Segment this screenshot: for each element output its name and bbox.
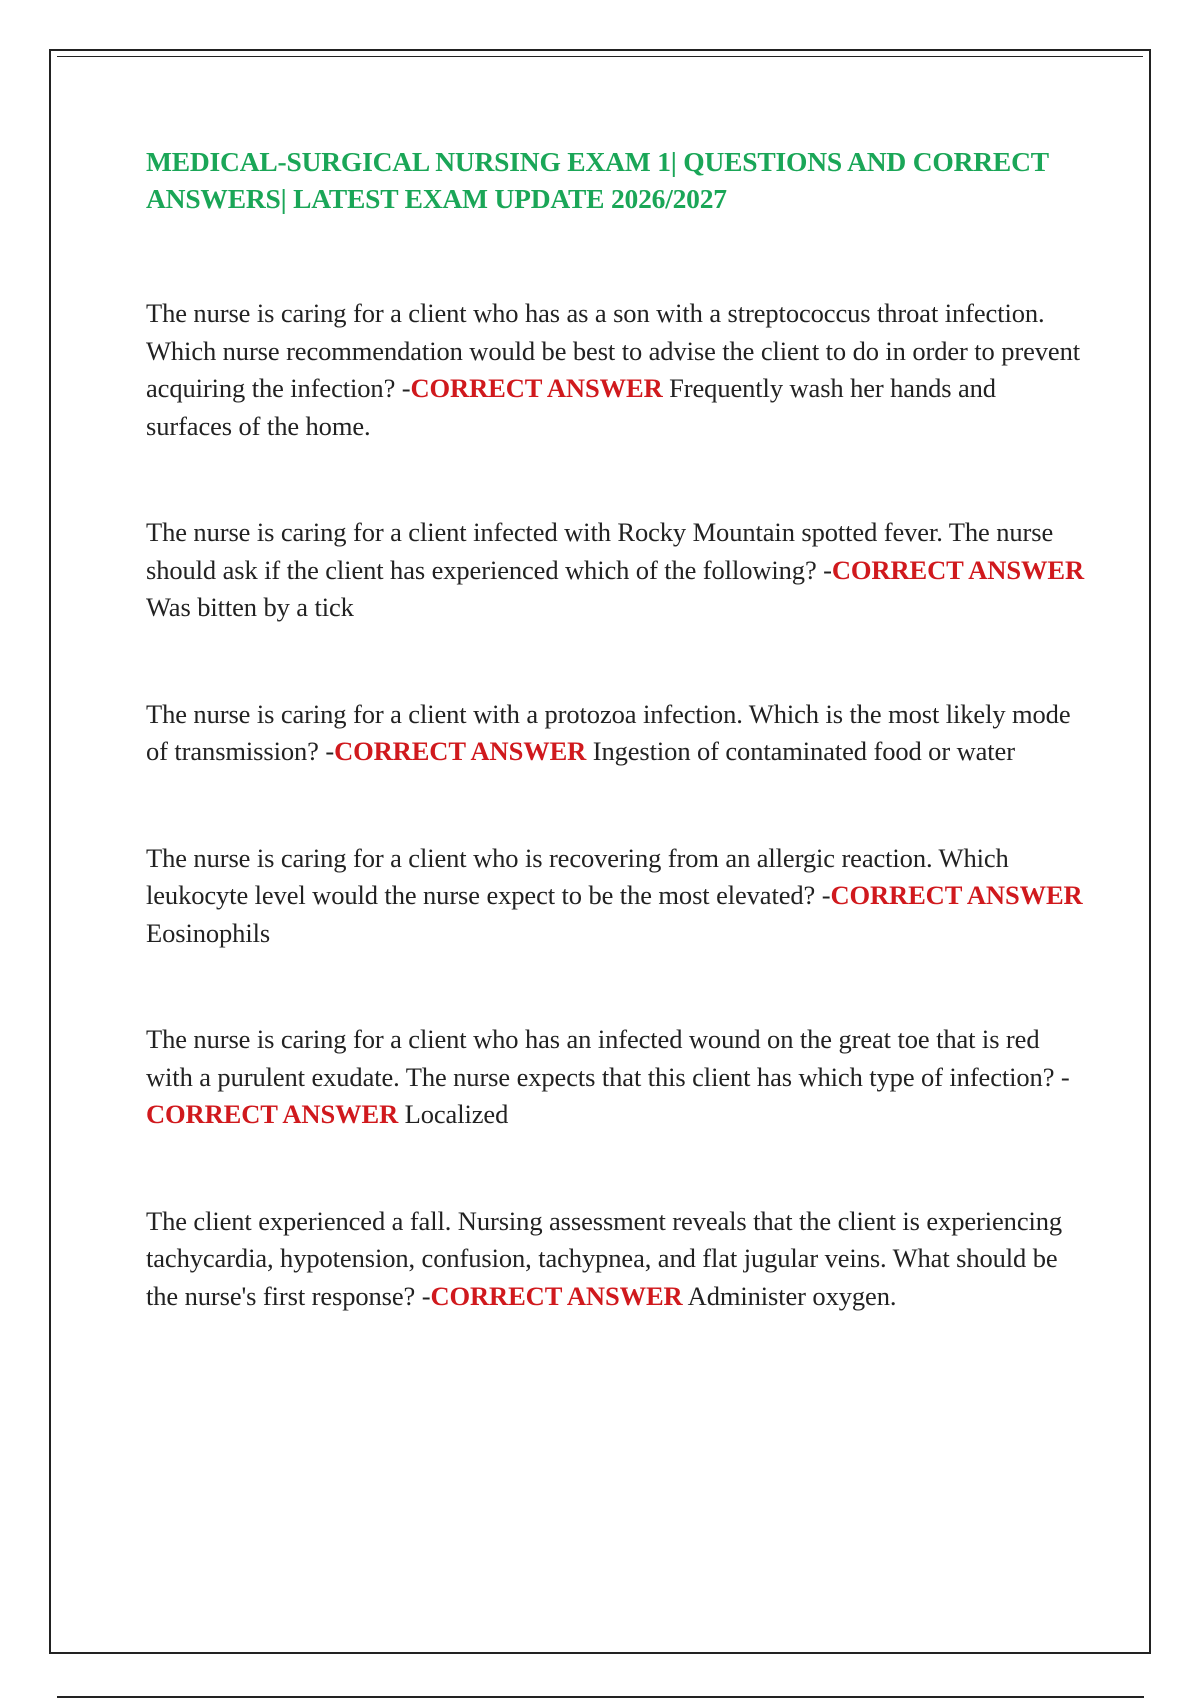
- question-text: The nurse is caring for a client who has an infected wound on the great toe that is red with a purulent exudate. The nurse expects that this client has which type of infection? -: [146, 1024, 1070, 1092]
- question-text: The nurse is caring for a client infected with Rocky Mountain spotted fever. The nurse should ask if the client has experienced which of the following? -: [146, 517, 1054, 585]
- document-body: [146, 143, 1086, 1384]
- correct-answer-label: CORRECT ANSWER: [146, 1099, 399, 1129]
- qa-item: [146, 514, 1086, 627]
- question-text: The nurse is caring for a client with a protozoa infection. Which is the most likely mode of transmission? -: [146, 698, 1071, 766]
- question-text: The client experienced a fall. Nursing assessment reveals that the client is experiencing tachycardia, hypotension, confusion, tachypnea, and flat jugular veins. What should be the nurse's first response? -: [146, 1205, 1063, 1311]
- answer-text: Localized: [404, 1099, 509, 1129]
- answer-text: Eosinophils: [146, 917, 271, 948]
- correct-answer-label: CORRECT ANSWER: [830, 880, 1083, 910]
- correct-answer-label: CORRECT ANSWER: [430, 1280, 683, 1311]
- answer-text: Frequently wash her hands and surfaces of the home.: [146, 373, 996, 441]
- qa-item: [146, 1203, 1086, 1316]
- correct-answer-label: CORRECT ANSWER: [831, 554, 1084, 585]
- answer-text: Ingestion of contaminated food or water: [592, 736, 1015, 766]
- answer-text: Administer oxygen.: [687, 1280, 897, 1311]
- qa-item: [146, 696, 1086, 771]
- correct-answer-label: CORRECT ANSWER: [334, 736, 587, 766]
- next-page-top-border: [57, 1696, 1144, 1698]
- question-text: The nurse is caring for a client who has as a son with a streptococcus throat infection. Which nurse recommendation would be best to advise the client to do in order to prevent acquiring the infection? -: [146, 298, 1080, 403]
- qa-item: [146, 840, 1086, 953]
- qa-item: [146, 1021, 1086, 1134]
- answer-text: Was bitten by a tick: [146, 592, 354, 622]
- document-title: MEDICAL-SURGICAL NURSING EXAM 1| QUESTIONS AND CORRECT ANSWERS| LATEST EXAM UPDATE 2026/2027: [146, 146, 1049, 214]
- question-text: The nurse is caring for a client who is recovering from an allergic reaction. Which leukocyte level would the nurse expect to be the most elevated? -: [146, 842, 1009, 910]
- correct-answer-label: CORRECT ANSWER: [410, 373, 663, 403]
- qa-item: [146, 295, 1086, 445]
